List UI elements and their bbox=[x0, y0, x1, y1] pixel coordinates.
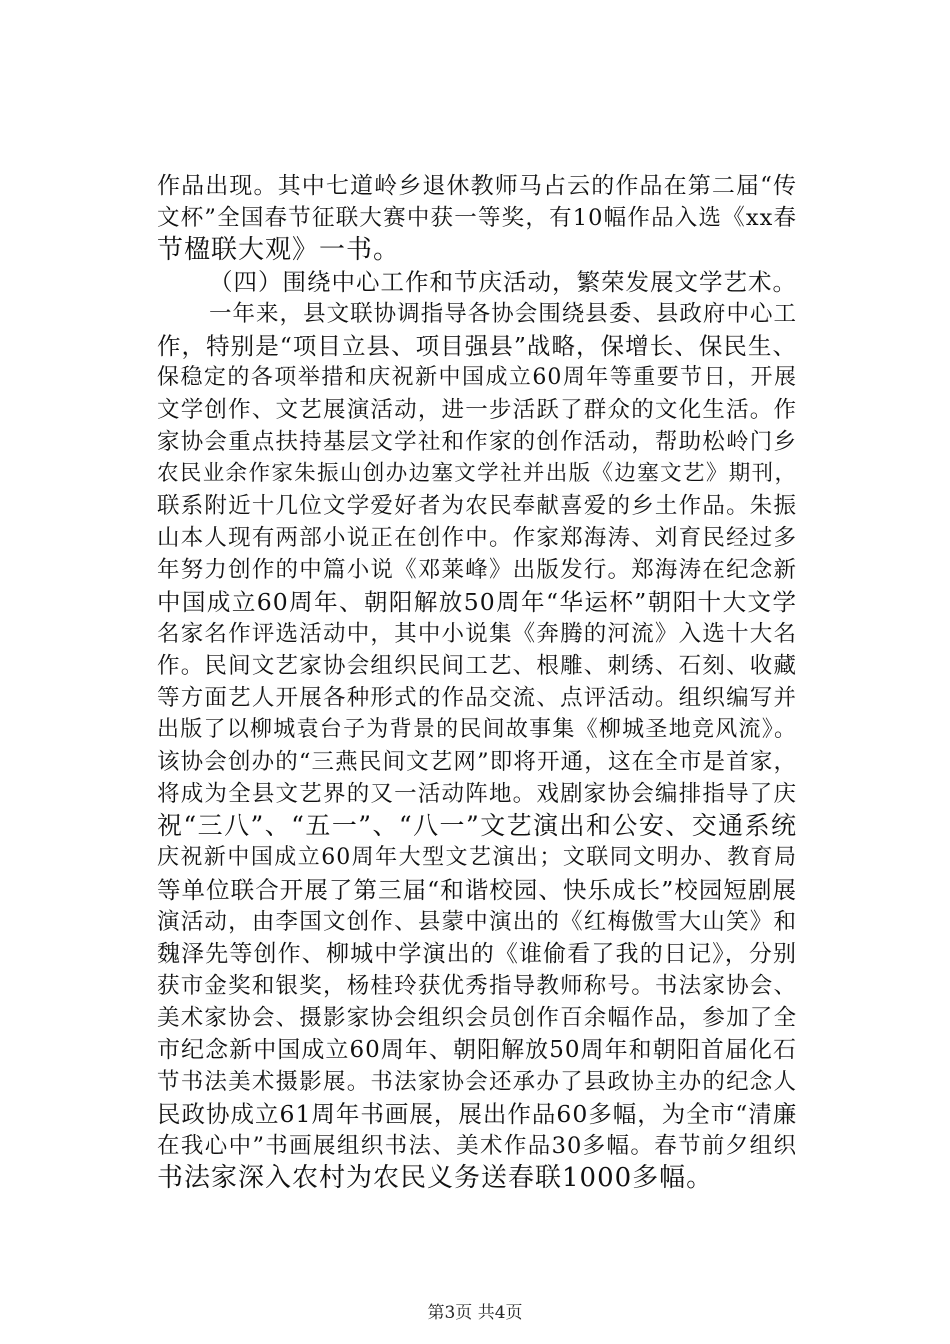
body-line: 年努力创作的中篇小说《邓莱峰》出版发行。郑海涛在纪念新 bbox=[157, 557, 797, 583]
body-line: 农民业余作家朱振山创办边塞文学社并出版《边塞文艺》期刊， bbox=[157, 461, 797, 486]
body-line: 保稳定的各项举措和庆祝新中国成立60周年等重要节日，开展 bbox=[157, 365, 797, 390]
body-line: 作，特别是“项目立县、项目强县”战略，保增长、保民生、 bbox=[157, 332, 797, 360]
document-body bbox=[157, 170, 797, 1194]
body-line: 名家名作评选活动中，其中小说集《奔腾的河流》入选十大名 bbox=[157, 621, 797, 647]
body-line: 联系附近十几位文学爱好者为农民奉献喜爱的乡土作品。朱振 bbox=[157, 493, 797, 519]
body-line: 一年来，县文联协调指导各协会围绕县委、县政府中心工 bbox=[209, 301, 797, 327]
page-number: 第3页 共4页 bbox=[427, 1303, 523, 1323]
body-line: 作。民间文艺家协会组织民间工艺、根雕、刺绣、石刻、收藏 bbox=[157, 653, 797, 679]
body-line: 演活动，由李国文创作、县蒙中演出的《红梅傲雪大山笑》和 bbox=[157, 909, 797, 935]
body-line: 获市金奖和银奖，杨桂玲获优秀指导教师称号。书法家协会、 bbox=[157, 973, 797, 999]
body-line: 山本人现有两部小说正在创作中。作家郑海涛、刘育民经过多 bbox=[157, 525, 797, 551]
body-line: 民政协成立61周年书画展，展出作品60多幅，为全市“清廉 bbox=[157, 1100, 798, 1128]
body-line: 等方面艺人开展各种形式的作品交流、点评活动。组织编写并 bbox=[157, 685, 797, 711]
body-line: 中国成立60周年、朝阳解放50周年“华运杯”朝阳十大文学 bbox=[157, 588, 797, 616]
body-line: 将成为全县文艺界的又一活动阵地。戏剧家协会编排指导了庆 bbox=[157, 781, 797, 807]
body-line: 文学创作、文艺展演活动，进一步活跃了群众的文化生活。作 bbox=[157, 397, 797, 423]
body-line: 书法家深入农村为农民义务送春联1000多幅。 bbox=[157, 1163, 714, 1193]
section-heading: （四）围绕中心工作和节庆活动，繁荣发展文学艺术。 bbox=[209, 268, 797, 296]
body-line: 出版了以柳城袁台子为背景的民间故事集《柳城圣地竞风流》。 bbox=[157, 717, 797, 742]
body-line: 庆祝新中国成立60周年大型文艺演出；文联同文明办、教育局 bbox=[157, 845, 797, 870]
body-line: 家协会重点扶持基层文学社和作家的创作活动，帮助松岭门乡 bbox=[157, 429, 797, 455]
body-line: 祝“三八”、“五一”、“八一”文艺演出和公安、交通系统 bbox=[157, 811, 797, 840]
body-line: 市纪念新中国成立60周年、朝阳解放50周年和朝阳首届化石 bbox=[157, 1037, 797, 1063]
body-line: 魏泽先等创作、柳城中学演出的《谁偷看了我的日记》，分别 bbox=[157, 941, 797, 967]
body-line: 该协会创办的“三燕民间文艺网”即将开通，这在全市是首家， bbox=[157, 749, 797, 775]
body-line: 美术家协会、摄影家协会组织会员创作百余幅作品，参加了全 bbox=[157, 1005, 797, 1031]
body-line: 等单位联合开展了第三届“和谐校园、快乐成长”校园短剧展 bbox=[157, 876, 797, 904]
body-line: 在我心中”书画展组织书法、美术作品30多幅。春节前夕组织 bbox=[157, 1133, 797, 1159]
body-line: 节书法美术摄影展。书法家协会还承办了县政协主办的纪念人 bbox=[157, 1069, 797, 1095]
body-line: 节楹联大观》一书。 bbox=[157, 235, 401, 265]
body-line: 作品出现。其中七道岭乡退休教师马占云的作品在第二届“传 bbox=[157, 173, 797, 199]
body-line: 文杯”全国春节征联大赛中获一等奖，有10幅作品入选《xx春 bbox=[157, 205, 797, 231]
